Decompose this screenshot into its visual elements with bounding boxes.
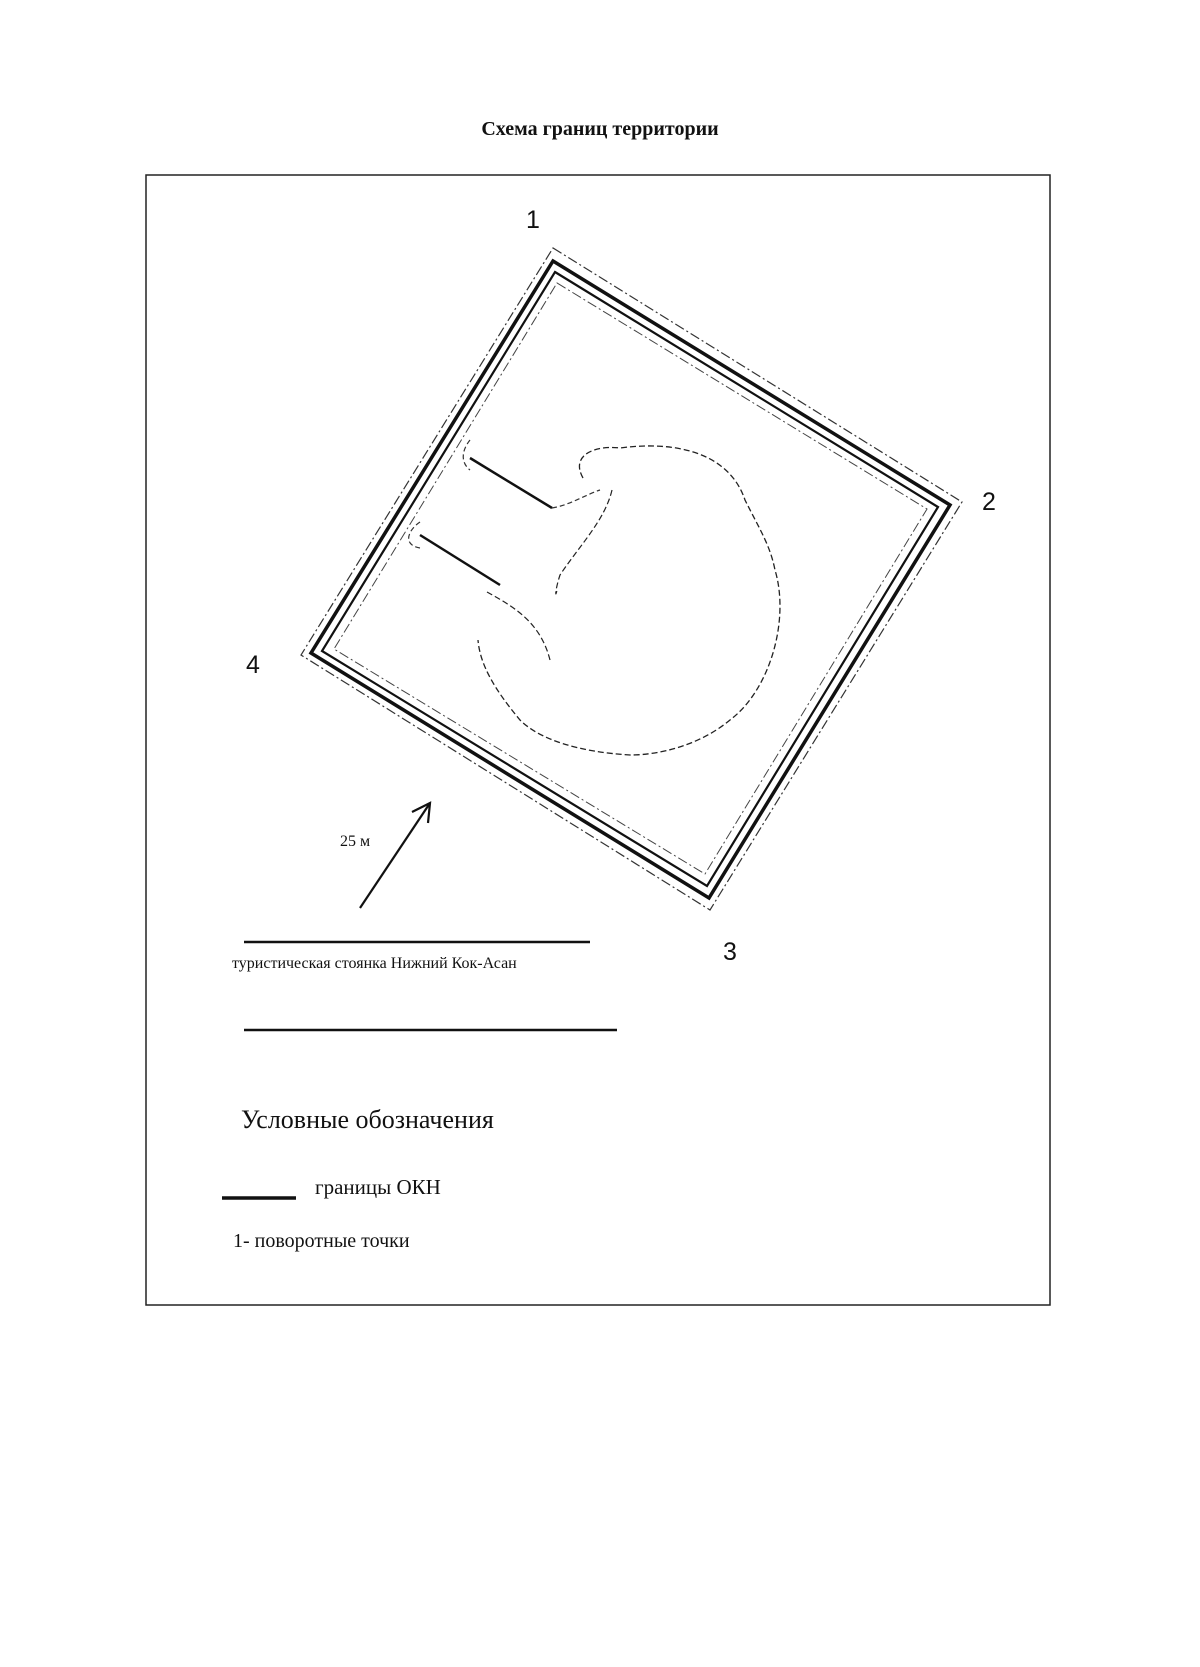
road-upper-edge	[463, 440, 470, 470]
legend-title: Условные обозначения	[241, 1105, 494, 1134]
site-name: туристическая стоянка Нижний Кок-Асан	[232, 955, 517, 972]
site-contour	[478, 446, 780, 755]
corner-label-4: 4	[246, 651, 260, 679]
territory-boundary-okn	[311, 261, 950, 898]
territory-boundary-inner	[334, 283, 927, 874]
territory-boundary-outer	[301, 248, 962, 910]
legend-item-boundary-label: границы ОКН	[315, 1175, 441, 1199]
site-inner-contour	[556, 490, 612, 594]
corner-label-1: 1	[526, 206, 540, 234]
legend-item-turning-points-label: 1- поворотные точки	[233, 1230, 410, 1252]
scheme-frame-border	[146, 175, 1050, 1305]
site-lower-contour	[487, 592, 550, 660]
page-title: Схема границ территории	[481, 118, 719, 140]
access-road-lower	[420, 535, 500, 585]
scale-arrow-shaft	[360, 803, 430, 908]
access-road-upper	[470, 458, 552, 508]
road-lower-edge	[409, 522, 420, 548]
road-junction	[552, 490, 600, 508]
territory-boundary-okn-inner	[322, 272, 938, 886]
scale-label: 25 м	[340, 833, 371, 850]
corner-label-3: 3	[723, 938, 737, 966]
corner-label-2: 2	[982, 488, 996, 516]
